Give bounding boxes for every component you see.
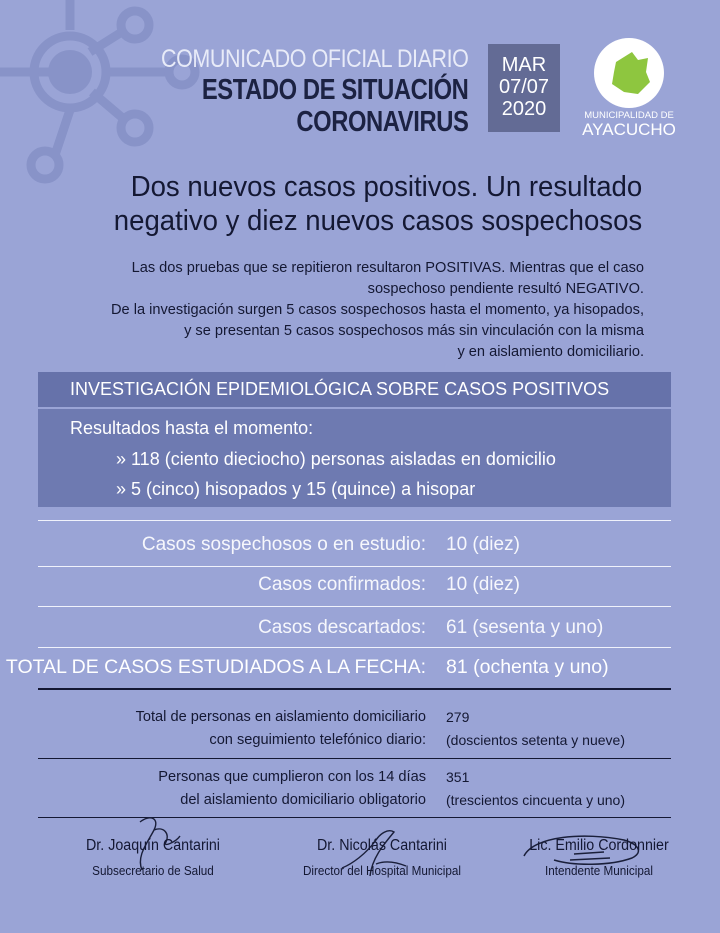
stat-value-confirmed: 10 (diez) (446, 574, 520, 595)
isolation-value (446, 706, 625, 752)
intro-line: De la investigación surgen 5 casos sospechosos hasta el momento, ya hisopados, (111, 302, 644, 318)
intro-line: Las dos pruebas que se repitieron resultaron POSITIVAS. Mientras que el caso (131, 260, 644, 276)
stat-value-suspected: 10 (diez) (446, 534, 520, 555)
signature-block-2 (286, 836, 478, 880)
logo-line-2: AYACUCHO (582, 120, 676, 139)
completed-value-number: 351 (446, 769, 470, 785)
date-badge (488, 44, 560, 132)
divider (38, 606, 671, 607)
headline (114, 170, 642, 238)
signature-block-1 (78, 836, 228, 880)
header-line-2: ESTADO DE SITUACIÓN (201, 74, 468, 106)
header-line-3: CORONAVIRUS (295, 106, 468, 138)
stat-label-confirmed: Casos confirmados: (258, 574, 426, 595)
logo-line-1: MUNICIPALIDAD DE (584, 110, 674, 121)
completed-label-line-1: Personas que cumplieron con los 14 días (158, 769, 426, 785)
divider (38, 520, 671, 521)
divider (38, 566, 671, 567)
epi-item: » 118 (ciento dieciocho) personas aisladas en domicilio (116, 449, 556, 469)
epi-subheading: Resultados hasta el momento: (70, 418, 314, 438)
intro-line: y en aislamiento domiciliario. (457, 344, 644, 360)
isolation-label-line-2: con seguimiento telefónico diario: (209, 732, 426, 748)
total-value: 81 (ochenta y uno) (446, 656, 609, 678)
intro-paragraph (111, 258, 644, 363)
municipality-logo (576, 38, 682, 138)
isolation-value-number: 279 (446, 709, 470, 725)
stat-label-suspected: Casos sospechosos o en estudio: (141, 534, 426, 555)
completed-value (446, 766, 625, 812)
divider-thick (38, 688, 671, 690)
signature-name: Dr. Joaquín Cantarini (86, 837, 220, 854)
isolation-label (136, 706, 426, 752)
total-label: TOTAL DE CASOS ESTUDIADOS A LA FECHA: (5, 656, 426, 678)
epi-panel (38, 409, 671, 507)
divider (38, 758, 671, 759)
intro-line: sospechoso pendiente resultó NEGATIVO. (367, 281, 644, 297)
headline-line-1: Dos nuevos casos positivos. Un resultado (130, 171, 642, 203)
stat-label-discarded: Casos descartados: (258, 617, 426, 638)
headline-line-2: negativo y diez nuevos casos sospechosos (113, 205, 642, 237)
signature-role: Intendente Municipal (545, 863, 653, 878)
signature-block-3 (518, 836, 680, 880)
date-weekday: MAR (501, 54, 547, 76)
signature-role: Subsecretario de Salud (92, 863, 214, 878)
epi-item: » 5 (cinco) hisopados y 15 (quince) a hisopar (116, 479, 476, 499)
completed-value-words: (trescientos cincuenta y uno) (446, 792, 625, 808)
map-outline-icon (594, 38, 664, 108)
date-day-month: 07/07 (498, 76, 550, 98)
completed-label (158, 766, 426, 812)
completed-label-line-2: del aislamiento domiciliario obligatorio (180, 792, 426, 808)
header-title (111, 44, 468, 138)
divider (38, 647, 671, 648)
isolation-label-line-1: Total de personas en aislamiento domiciliario (135, 709, 426, 725)
stat-value-discarded: 61 (sesenta y uno) (446, 617, 604, 638)
date-year: 2020 (501, 98, 547, 120)
intro-line: y se presentan 5 casos sospechosos más sin vinculación con la misma (184, 323, 644, 339)
signature-role: Director del Hospital Municipal (302, 863, 462, 878)
isolation-value-words: (doscientos setenta y nueve) (446, 732, 625, 748)
signature-name: Lic. Emilio Cordonnier (529, 837, 669, 854)
signature-name: Dr. Nicolás Cantarini (317, 837, 447, 854)
header-line-1: COMUNICADO OFICIAL DIARIO (160, 45, 468, 73)
epi-heading: INVESTIGACIÓN EPIDEMIOLÓGICA SOBRE CASOS POSITIVOS (38, 372, 671, 407)
